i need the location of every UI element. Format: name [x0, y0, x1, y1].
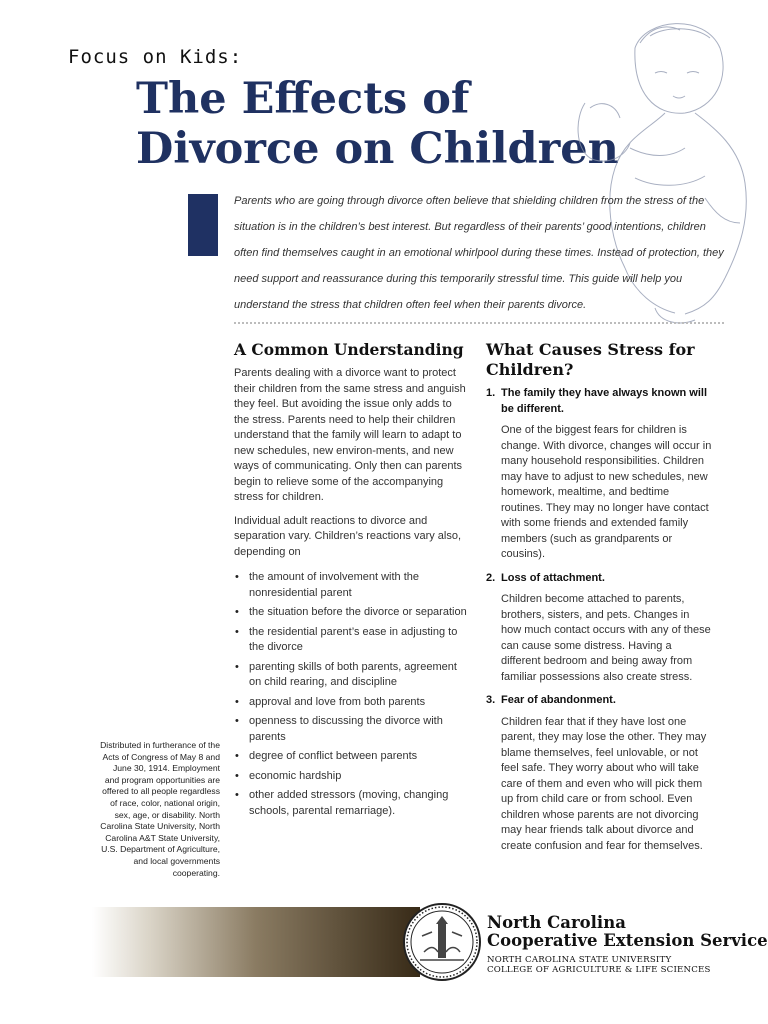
- cause-number: 3.: [486, 694, 496, 706]
- logo-line-1: North Carolina: [487, 913, 626, 932]
- list-item: • the residential parent’s ease in adjusting to the divorce: [234, 625, 470, 656]
- heading-line-1: What Causes Stress for: [486, 340, 695, 359]
- list-item: • the amount of involvement with the nonresidential parent: [234, 570, 470, 601]
- list-item: • approval and love from both parents: [234, 695, 470, 711]
- logo-line-2: Cooperative Extension Service: [487, 931, 768, 950]
- logo-line-4: COLLEGE OF AGRICULTURE & LIFE SCIENCES: [487, 965, 711, 975]
- footer-gradient-band: [92, 907, 420, 977]
- common-paragraph-1: Parents dealing with a divorce want to protect their children from the same stress and anguish they feel. But avoiding the issue only adds to the stress. Parents need to help their children understand that the family will learn to adapt to new schedules, new environ-ments, and new ways of communicating. Only then can parents begin to relieve some of the accompanying stress for children.: [234, 367, 466, 503]
- cause-title: Loss of attachment.: [501, 571, 605, 584]
- intro-paragraph: Parents who are going through divorce often believe that shielding children from the stress of the situation is in the children’s best interest. But regardless of their parents’ good intentions, children often find themselves caught in an emotional whirlpool during these times. Instead of protection, they need support and reassurance during this temporarily stressful time. This guide will help you understand the stress that children often feel when their parents divorce.: [234, 195, 724, 311]
- cause-item: [486, 386, 712, 563]
- list-item: • openness to discussing the divorce with parents: [234, 714, 470, 745]
- cause-title: The family they have always known will be different.: [501, 387, 708, 415]
- title-line-1: The Effects of: [136, 74, 470, 124]
- university-seal-logo: [402, 902, 482, 982]
- page-title: [136, 74, 619, 174]
- intro-accent-bar: [188, 194, 218, 256]
- list-item: • degree of conflict between parents: [234, 749, 470, 765]
- common-understanding-heading: A Common Understanding: [234, 340, 464, 359]
- dotted-divider: [234, 322, 724, 324]
- title-line-2: Divorce on Children: [136, 124, 619, 174]
- common-understanding-column: [234, 340, 470, 823]
- stress-causes-list: [486, 386, 712, 854]
- list-item: • parenting skills of both parents, agreement on child rearing, and discipline: [234, 660, 470, 691]
- cause-body: Children become attached to parents, brothers, sisters, and pets. Changes in how much contact occurs with any of these can cause some distress. Having a different bedroom and being away from familiar possessions also create stress.: [501, 593, 711, 683]
- distribution-notice: Distributed in furtherance of the Acts of Congress of May 8 and June 30, 1914. Employment and program opportunities are offered to all people regardless of race, color, national origin, sex, age, or disability. North Carolina State University, North Carolina A&T State University, U.S. Department of Agriculture, and local governments cooperating.: [100, 740, 220, 878]
- stress-causes-heading: [486, 340, 712, 380]
- stress-causes-column: [486, 340, 712, 862]
- kicker: Focus on Kids:: [68, 46, 243, 68]
- cause-item: [486, 571, 712, 686]
- extension-service-logo: [487, 914, 768, 975]
- list-item: • the situation before the divorce or separation: [234, 605, 470, 621]
- reaction-factors-list: [234, 570, 470, 819]
- logo-line-3: NORTH CAROLINA STATE UNIVERSITY: [487, 955, 672, 965]
- heading-line-2: Children?: [486, 360, 574, 379]
- cause-item: [486, 693, 712, 854]
- list-item: • other added stressors (moving, changing schools, parental remarriage).: [234, 788, 470, 819]
- cause-body: Children fear that if they have lost one parent, they may lose the other. They may blame themselves, feel unlovable, or not feel safe. They worry about who will take care of them and even who will pick them up from child care or from school. Even children whose parents are not divorcing may hear friends talk about divorce and create confusion and fear for themselves.: [501, 715, 707, 852]
- cause-number: 1.: [486, 387, 496, 399]
- common-paragraph-2: Individual adult reactions to divorce and separation vary. Children’s reactions vary also, depending on: [234, 514, 462, 558]
- cause-number: 2.: [486, 571, 496, 584]
- cause-title: Fear of abandonment.: [501, 694, 616, 706]
- cause-body: One of the biggest fears for children is change. With divorce, changes will occur in many household responsibilities. Children may have to adjust to new schedules, new homework, mealtime, and bedtime routines. They may no longer have contact with some friends and extended family members (such as grandparents or cousins).: [501, 424, 712, 560]
- list-item: • economic hardship: [234, 769, 470, 785]
